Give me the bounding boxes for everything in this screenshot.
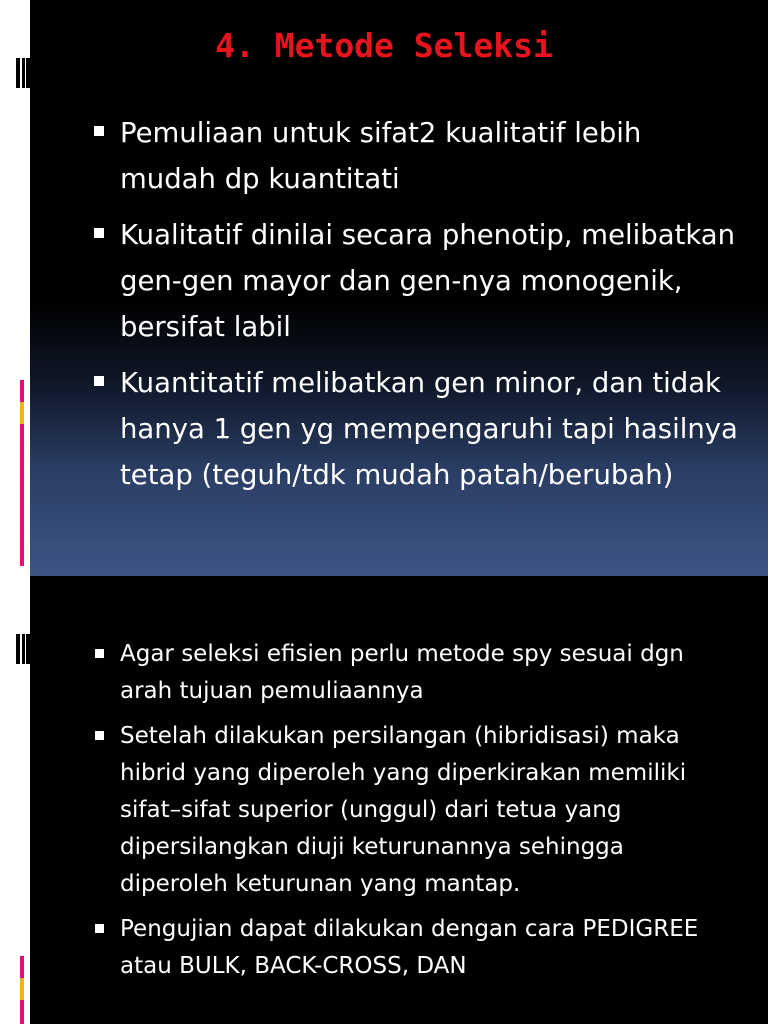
- list-item: [120, 110, 740, 202]
- square-bullet-icon: [94, 228, 104, 238]
- bullet-list: [120, 636, 730, 993]
- accent-vertical-line: [20, 380, 24, 566]
- bullet-text: Kualitatif dinilai secara phenotip, melibatkan gen-gen mayor dan gen-nya monogenik, bersifat labil: [120, 219, 736, 343]
- bullet-text: Kuantitatif melibatkan gen minor, dan tidak hanya 1 gen yg mempengaruhi tapi hasilnya tetap (teguh/tdk mudah patah/berubah): [120, 367, 738, 491]
- square-bullet-icon: [95, 649, 104, 658]
- square-bullet-icon: [94, 126, 104, 136]
- bullet-text: Agar seleksi efisien perlu metode spy sesuai dgn arah tujuan pemuliaannya: [120, 641, 684, 704]
- list-item: [120, 718, 730, 903]
- square-bullet-icon: [94, 376, 104, 386]
- list-item: [120, 212, 740, 350]
- bullet-text: Setelah dilakukan persilangan (hibridisasi) maka hibrid yang diperoleh yang diperkirakan memiliki sifat–sifat superior (unggul) dari tetua yang dipersilangkan diuji keturunannya sehingga diperoleh keturunan yang mantap.: [120, 723, 687, 897]
- square-bullet-icon: [95, 731, 104, 740]
- list-item: [120, 911, 730, 985]
- bullet-list: [120, 110, 740, 508]
- accent-vertical-line: [20, 956, 24, 1024]
- slide-2: [0, 576, 768, 1024]
- list-item: [120, 360, 740, 498]
- bullet-text: Pemuliaan untuk sifat2 kualitatif lebih mudah dp kuantitati: [120, 117, 642, 195]
- bullet-text: Pengujian dapat dilakukan dengan cara PEDIGREE atau BULK, BACK-CROSS, DAN: [120, 916, 699, 979]
- square-bullet-icon: [95, 924, 104, 933]
- slide-title: 4. Metode Seleksi: [215, 26, 553, 65]
- list-item: [120, 636, 730, 710]
- slide-decoration-bars: [16, 634, 30, 664]
